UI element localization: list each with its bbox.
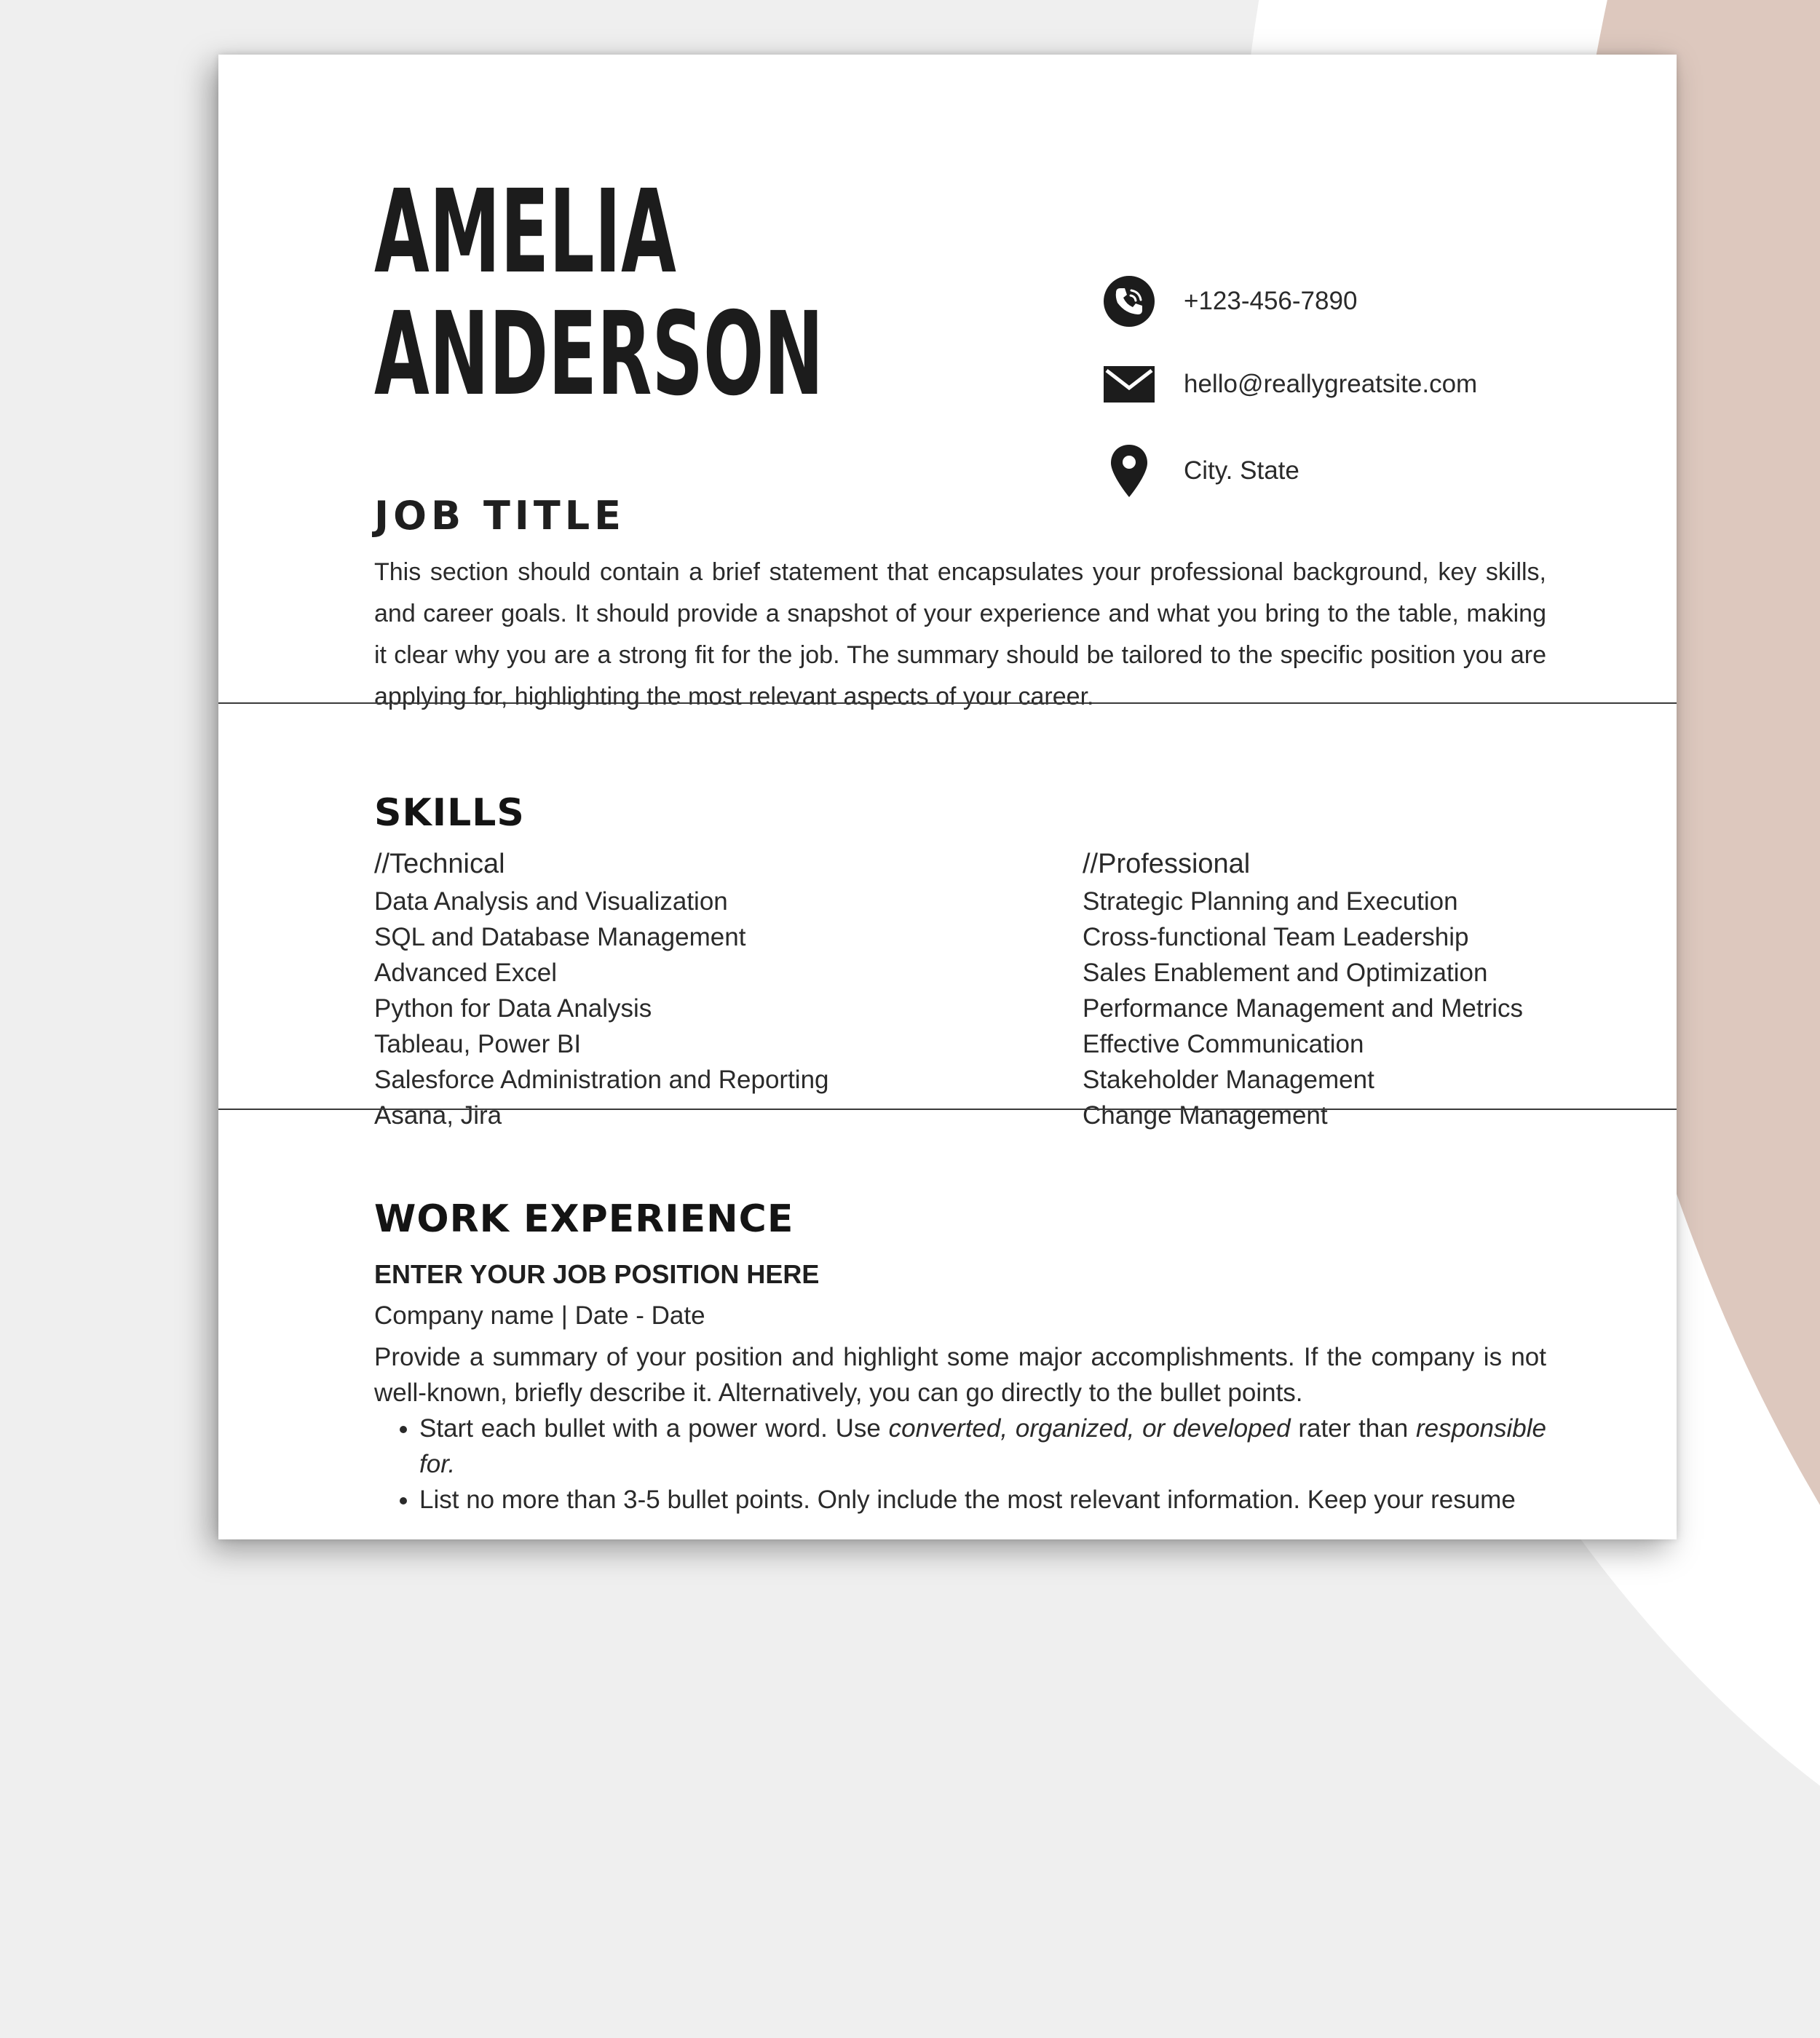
contact-email <box>1102 355 1477 413</box>
professional-summary: This section should contain a brief statement that encapsulates your professional background, key skills, and career goals. It should provide a snapshot of your experience and what you bring to the table, making it clear why you are a strong fit for the job. The summary should be tailored to the specific position you are applying for, highlighting the most relevant aspects of your career. <box>374 558 1546 710</box>
skill-item: Salesforce Administration and Reporting <box>374 1066 829 1094</box>
job-title: JOB TITLE <box>374 493 626 539</box>
skill-item: Tableau, Power BI <box>374 1030 582 1058</box>
skill-item: Data Analysis and Visualization <box>374 887 728 916</box>
skill-item: Advanced Excel <box>374 959 557 987</box>
technical-skills <box>374 844 1029 1133</box>
skills-heading: SKILLS <box>374 791 525 835</box>
envelope-icon <box>1102 357 1156 411</box>
email-address: hello@reallygreatsite.com <box>1184 370 1478 398</box>
map-pin-icon <box>1102 444 1156 498</box>
professional-skills-label: //Professional <box>1083 849 1251 879</box>
location-text: City. State <box>1184 456 1299 485</box>
company-dates: Company name | Date - Date <box>374 1301 705 1330</box>
section-divider <box>218 1109 1677 1110</box>
skill-item: Performance Management and Metrics <box>1083 994 1523 1023</box>
bullet-text: Start each bullet with a power word. Use <box>419 1414 889 1443</box>
skill-item: Asana, Jira <box>374 1101 502 1130</box>
contact-phone <box>1102 272 1357 330</box>
professional-skills <box>1083 844 1738 1133</box>
bullet-text: rater than <box>1290 1414 1416 1443</box>
skill-item: Strategic Planning and Execution <box>1083 887 1458 916</box>
contact-location <box>1102 442 1299 500</box>
technical-skills-label: //Technical <box>374 849 505 879</box>
skill-item: Stakeholder Management <box>1083 1066 1374 1094</box>
experience-bullets <box>374 1411 1546 1518</box>
name-first: AMELIA <box>374 165 676 299</box>
candidate-name <box>374 165 824 421</box>
skill-item: Cross-functional Team Leadership <box>1083 923 1469 951</box>
bullet-item <box>419 1411 1546 1482</box>
position-summary: Provide a summary of your position and highlight some major accomplishments. If the company is not well-known, briefly describe it. Alternatively, you can go directly to the bullet points. <box>374 1343 1546 1407</box>
skill-item: Effective Communication <box>1083 1030 1364 1058</box>
skill-item: Python for Data Analysis <box>374 994 652 1023</box>
skill-item: Change Management <box>1083 1101 1328 1130</box>
phone-number: +123-456-7890 <box>1184 287 1358 315</box>
bullet-emphasis: responsible for. <box>419 1414 1546 1478</box>
technical-skills-list <box>374 884 1029 1133</box>
bullet-item: • List no more than 3-5 bullet points. Only include the most relevant information. Keep your resume <box>419 1482 1546 1518</box>
work-experience-heading: WORK EXPERIENCE <box>374 1197 794 1241</box>
phone-icon <box>1102 274 1156 328</box>
skill-item: Sales Enablement and Optimization <box>1083 959 1488 987</box>
bullet-emphasis: converted, organized, or developed <box>888 1414 1291 1443</box>
job-position: ENTER YOUR JOB POSITION HERE <box>374 1259 820 1289</box>
professional-skills-list <box>1083 884 1738 1133</box>
resume-page <box>218 55 1677 1539</box>
section-divider <box>218 702 1677 704</box>
skill-item: SQL and Database Management <box>374 923 746 951</box>
name-last: ANDERSON <box>374 288 824 421</box>
